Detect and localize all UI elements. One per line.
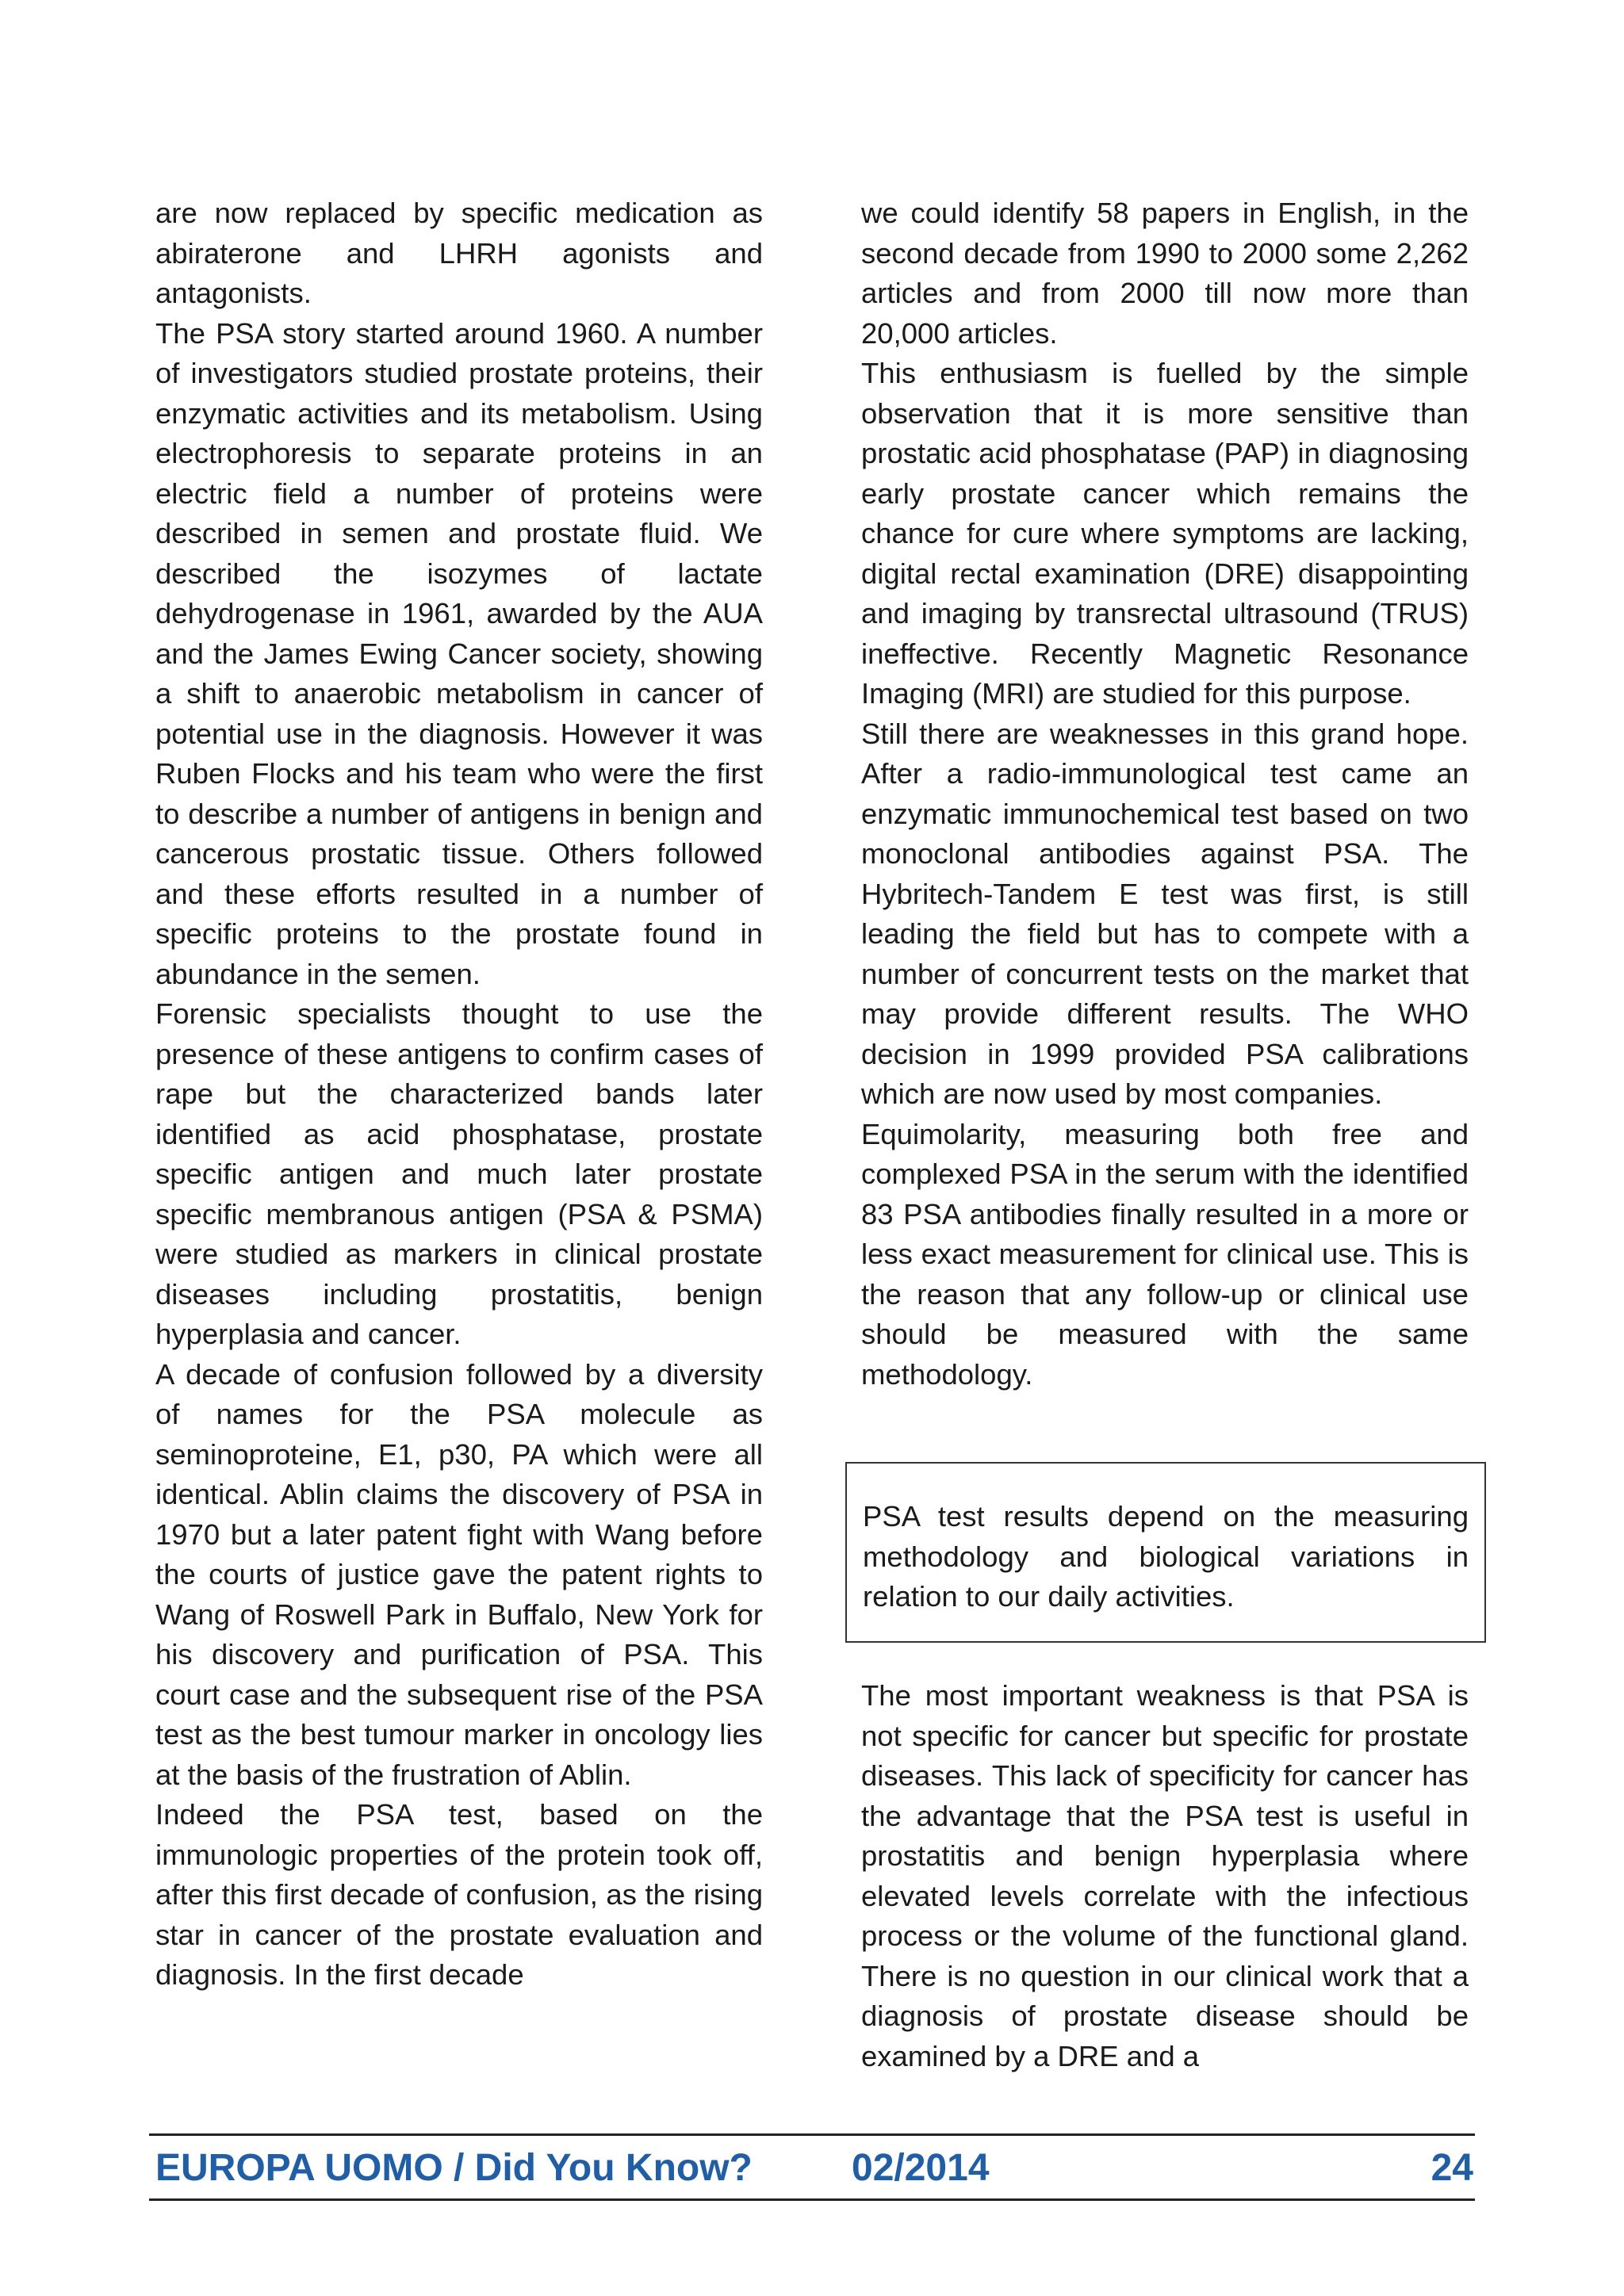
paragraph: Indeed the PSA test, based on the immunologic properties of the protein took off, after this first decade of confusion, as the rising star in cancer of the prostate evaluation and diagnosis. In the first decade: [155, 1798, 763, 1991]
paragraph: Equimolarity, measuring both free and complexed PSA in the serum with the identified 83 PSA antibodies finally resulted in a more or less exact measurement for clinical use. This is the reason that any follow-up or clinical use should be measured with the same methodology.: [861, 1117, 1469, 1391]
right-text-column-continued: [861, 1676, 1469, 2076]
paragraph: Still there are weaknesses in this grand hope. After a radio-immunological test came an enzymatic immunochemical test based on two monoclonal antibodies against PSA. The Hybritech-Tandem E test was first, is still leading the field but has to compete with a number of concurrent tests on the market that may provide different results. The WHO decision in 1999 provided PSA calibrations which are now used by most companies.: [861, 717, 1469, 1110]
callout-box: [845, 1462, 1486, 1643]
footer-bottom-rule: [149, 2198, 1475, 2201]
page-footer: [155, 2141, 1473, 2196]
callout-text: PSA test results depend on the measuring methodology and biological variations in relation to our daily activities.: [863, 1500, 1469, 1613]
page-number: 24: [1431, 2147, 1473, 2189]
paragraph: The most important weakness is that PSA is not specific for cancer but specific for prostate diseases. This lack of specificity for cancer has the advantage that the PSA test is useful in prostatitis and benign hyperplasia where elevated levels correlate with the infectious process or the volume of the functional gland. There is no question in our clinical work that a diagnosis of prostate disease should be examined by a DRE and a: [861, 1679, 1469, 2072]
paragraph: This enthusiasm is fuelled by the simple observation that it is more sensitive than prostatic acid phosphatase (PAP) in diagnosing early prostate cancer which remains the chance for cure where symptoms are lacking, digital rectal examination (DRE) disappointing and imaging by transrectal ultrasound (TRUS) ineffective. Recently Magnetic Resonance Imaging (MRI) are studied for this purpose.: [861, 357, 1469, 710]
left-text-column: [155, 193, 763, 1996]
footer-title: EUROPA UOMO / Did You Know?: [155, 2147, 753, 2189]
footer-date: 02/2014: [852, 2147, 990, 2189]
footer-top-rule: [149, 2133, 1475, 2136]
paragraph: A decade of confusion followed by a diversity of names for the PSA molecule as seminoproteine, E1, p30, PA which were all identical. Ablin claims the discovery of PSA in 1970 but a later patent fight with Wang before the courts of justice gave the patent rights to Wang of Roswell Park in Buffalo, New York for his discovery and purification of PSA. This court case and the subsequent rise of the PSA test as the best tumour marker in oncology lies at the basis of the frustration of Ablin.: [155, 1357, 763, 1791]
right-text-column: [861, 193, 1469, 1395]
paragraph: are now replaced by specific medication as abiraterone and LHRH agonists and antagonists.: [155, 197, 763, 309]
paragraph: we could identify 58 papers in English, in the second decade from 1990 to 2000 some 2,262 articles and from 2000 till now more than 20,000 articles.: [861, 197, 1469, 350]
paragraph: Forensic specialists thought to use the presence of these antigens to confirm cases of rape but the characterized bands later identified as acid phosphatase, prostate specific antigen and much later prostate specific membranous antigen (PSA & PSMA) were studied as markers in clinical prostate diseases including prostatitis, benign hyperplasia and cancer.: [155, 997, 763, 1350]
paragraph: The PSA story started around 1960. A number of investigators studied prostate proteins, their enzymatic activities and its metabolism. Using electrophoresis to separate proteins in an electric field a number of proteins were described in semen and prostate fluid. We described the isozymes of lactate dehydrogenase in 1961, awarded by the AUA and the James Ewing Cancer society, showing a shift to anaerobic metabolism in cancer of potential use in the diagnosis. However it was Ruben Flocks and his team who were the first to describe a number of antigens in benign and cancerous prostatic tissue. Others followed and these efforts resulted in a number of specific proteins to the prostate found in abundance in the semen.: [155, 316, 763, 990]
